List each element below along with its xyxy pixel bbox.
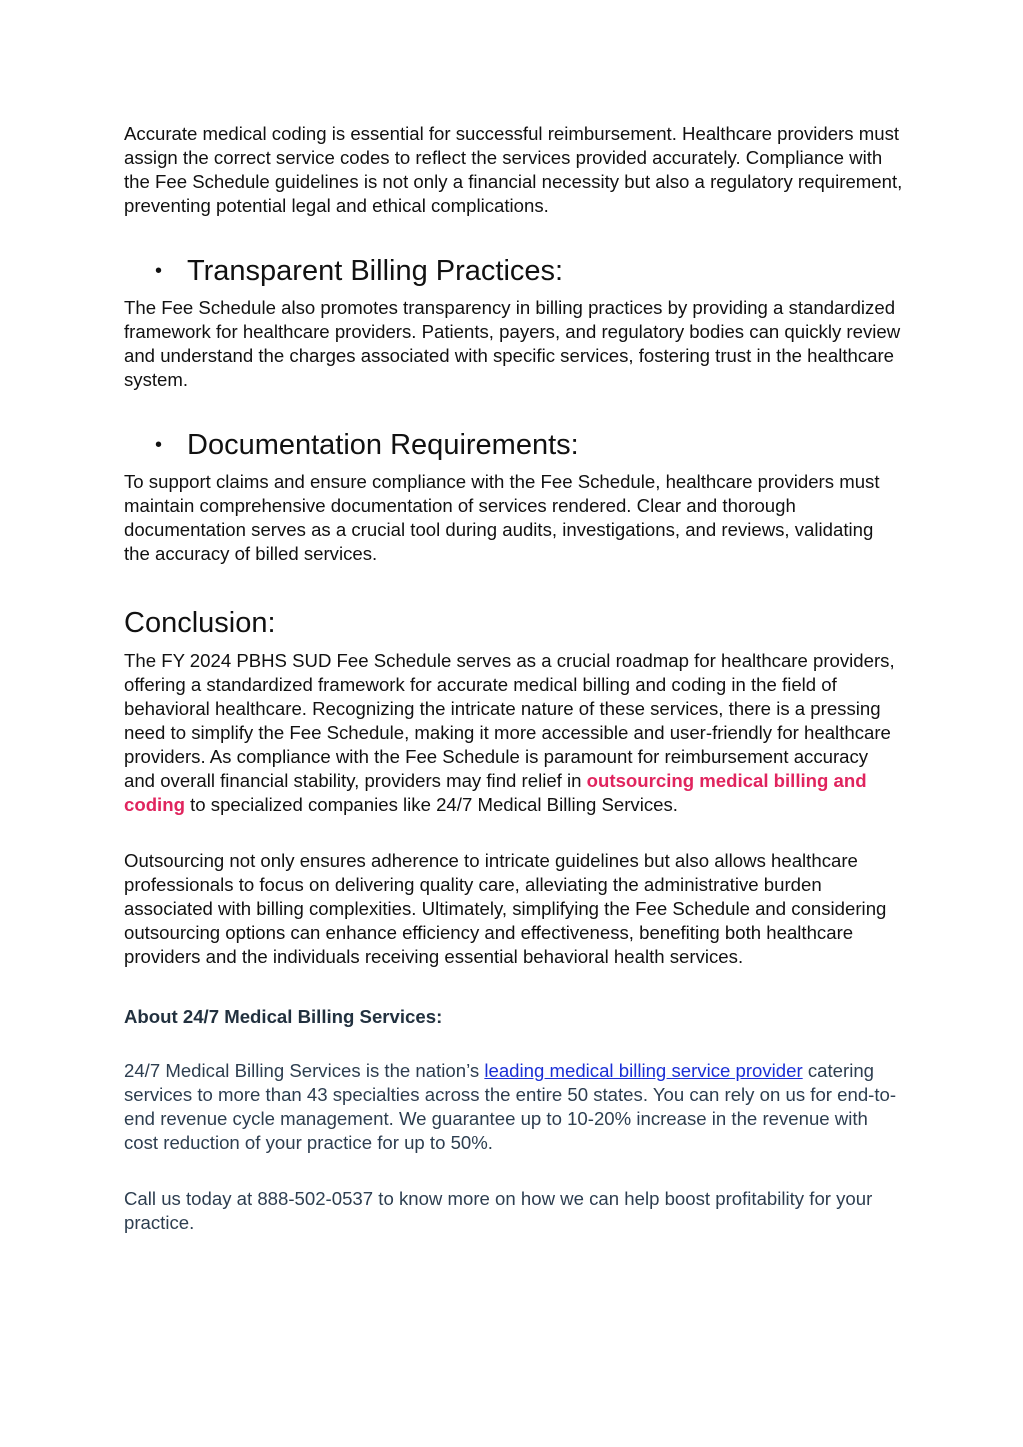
conclusion-paragraph-1: [124, 649, 904, 817]
conclusion-paragraph-2: Outsourcing not only ensures adherence to intricate guidelines but also allows healthcare professionals to focus on delivering quality care, alleviating the administrative burden associated with billing complexities. Ultimately, simplifying the Fee Schedule and considering outsourcing options can enhance efficiency and effectiveness, benefiting both healthcare providers and the individuals receiving essential behavioral health services.: [124, 850, 887, 967]
section-heading-transparent-billing: [124, 254, 904, 288]
bullet-icon: •: [155, 434, 163, 456]
section-heading-text: Documentation Requirements:: [187, 429, 579, 461]
leading-provider-link[interactable]: leading medical billing service provider: [484, 1060, 803, 1081]
about-paragraph-1: [124, 1059, 904, 1155]
conclusion-text-after: to specialized companies like 24/7 Medical Billing Services.: [184, 794, 678, 815]
conclusion-heading: Conclusion:: [124, 607, 276, 639]
about-section: [124, 1005, 904, 1235]
outsourcing-link[interactable]: outsourcing medical billing and coding: [124, 770, 867, 815]
conclusion-text-before: The FY 2024 PBHS SUD Fee Schedule serves as a crucial roadmap for healthcare providers, offering a standardized framework for accurate medical billing and coding in the field of behavioral healthcare. Recognizing the intricate nature of these services, there is a pressing need to simplify the Fee Schedule, making it more accessible and user-friendly for healthcare providers. As compliance with the Fee Schedule is paramount for reimbursement accuracy and overall financial stability, providers may find relief in: [124, 650, 895, 791]
about-text-after: catering services to more than 43 specialties across the entire 50 states. You can rely on us for end-to-end revenue cycle management. We guarantee up to 10-20% increase in the revenue with cost reduction of your practice for up to 50%.: [124, 1060, 897, 1153]
bullet-icon: •: [155, 260, 163, 282]
about-paragraph-2: Call us today at 888-502-0537 to know more on how we can help boost profitability for your practice.: [124, 1188, 873, 1233]
section-heading-documentation: [124, 428, 904, 462]
intro-paragraph: Accurate medical coding is essential for successful reimbursement. Healthcare providers must assign the correct service codes to reflect the services provided accurately. Compliance with the Fee Schedule guidelines is not only a financial necessity but also a regulatory requirement, preventing potential legal and ethical complications.: [124, 123, 903, 216]
about-text-before: 24/7 Medical Billing Services is the nation’s: [124, 1060, 485, 1081]
document-page: [124, 122, 904, 1235]
about-heading: About 24/7 Medical Billing Services:: [124, 1006, 443, 1027]
section-paragraph-transparent-billing: The Fee Schedule also promotes transparency in billing practices by providing a standardized framework for healthcare providers. Patients, payers, and regulatory bodies can quickly review and understand the charges associated with specific services, fostering trust in the healthcare system.: [124, 297, 901, 390]
section-heading-text: Transparent Billing Practices:: [187, 255, 564, 287]
section-paragraph-documentation: To support claims and ensure compliance with the Fee Schedule, healthcare providers must maintain comprehensive documentation of services rendered. Clear and thorough documentation serves as a crucial tool during audits, investigations, and reviews, validating the accuracy of billed services.: [124, 471, 880, 564]
